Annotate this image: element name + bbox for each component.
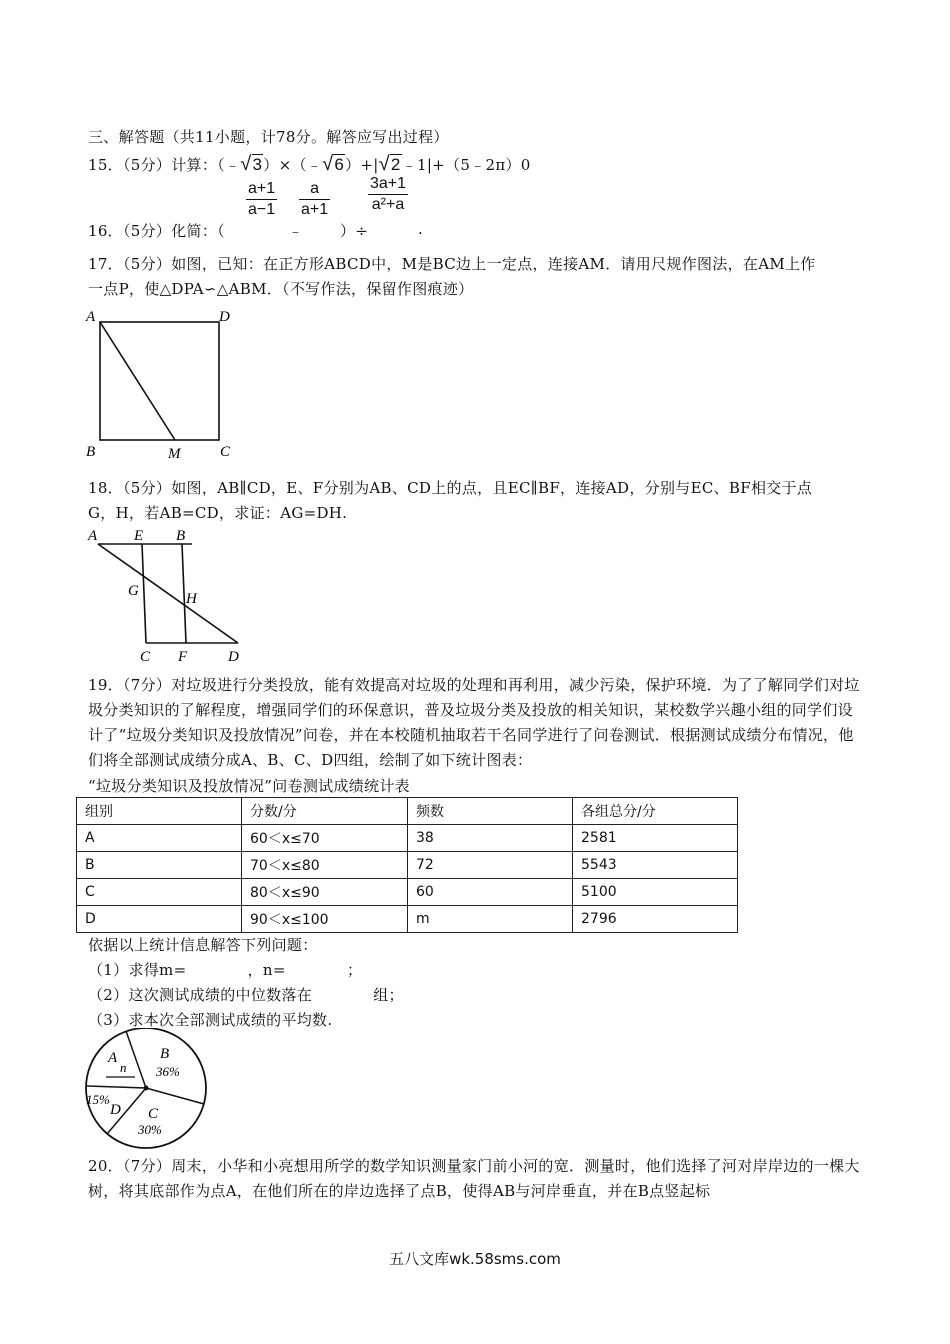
question-16 <box>88 220 225 241</box>
table-cell: 90＜x≤100 <box>242 906 408 933</box>
q16-fraction-3 <box>368 175 408 214</box>
q16-frac2-num: a <box>310 180 320 197</box>
table-cell: 60 <box>408 879 573 906</box>
table-cell: C <box>77 879 242 906</box>
section-title: 三、解答题（共11小题，计78分。解答应写出过程） <box>88 128 449 146</box>
q16-frac3-num: 3a+1 <box>370 175 407 192</box>
sqrt-icon: √ <box>378 153 390 175</box>
label-b: B <box>86 444 96 460</box>
q19-paragraph: 19．（7分）对垃圾进行分类投放，能有效提高对垃圾的处理和再利用，减少污染，保护环境．为了了解同学们对垃圾分类知识的了解程度，增强同学们的环保意识，普及垃圾分类及投放的相关知识，某校数学兴趣小组的同学们设计了“垃圾分类知识及投放情况”问卷，并在本校随机抽取若干名同学进行了问卷测试．根据测试成绩分布情况，他们将全部测试成绩分成A、B、C、D四组，绘制了如下统计图表： <box>88 676 860 769</box>
parallel-lines-figure <box>80 525 260 670</box>
pie-value-a: n <box>120 1060 127 1075</box>
q17-line-1: 17．（5分）如图，已知：在正方形ABCD中，M是BC边上一定点，连接AM．请用尺规作图法，在AM上作 <box>88 255 816 273</box>
table-cell: 5543 <box>573 852 738 879</box>
pie-label-a: A <box>108 1050 118 1066</box>
sqrt-icon: √ <box>240 153 252 175</box>
segment-ec <box>142 544 146 643</box>
table-cell: 5100 <box>573 879 738 906</box>
header-cell: 频数 <box>408 798 573 825</box>
score-pie-chart <box>80 1028 220 1153</box>
header-cell: 分数/分 <box>242 798 408 825</box>
pie-divider-ab <box>126 1031 146 1088</box>
q16-text: 16．（5分）化简：（ <box>88 222 225 240</box>
q18-line-2: G，H，若AB=CD，求证：AG=DH. <box>88 504 348 522</box>
label-a: A <box>88 528 98 544</box>
pie-value-d: 15% <box>86 1092 110 1107</box>
table-cell: B <box>77 852 242 879</box>
pie-divider-da <box>87 1086 146 1088</box>
label-h: H <box>186 591 197 607</box>
table-row <box>77 906 738 933</box>
q16-frac1-den: a−1 <box>248 201 276 218</box>
score-statistics-table <box>76 797 738 933</box>
table-cell: 80＜x≤90 <box>242 879 408 906</box>
label-f: F <box>178 649 188 665</box>
q16-minus: ﹣ <box>288 222 304 240</box>
q19-table-title: “垃圾分类知识及投放情况”问卷测试成绩统计表 <box>88 777 410 795</box>
question-15 <box>88 153 531 176</box>
q15-prefix: 15．（5分）计算：（﹣ <box>88 156 241 174</box>
header-cell: 各组总分/分 <box>573 798 738 825</box>
table-cell: 72 <box>408 852 573 879</box>
pie-label-b: B <box>160 1046 170 1062</box>
label-b: B <box>176 528 186 544</box>
q17-line-2: 一点P，使△DPA∽△ABM．（不写作法，保留作图痕迹） <box>88 280 474 298</box>
pie-value-b: 36% <box>156 1064 180 1079</box>
square-abcd-figure <box>80 305 260 465</box>
q18-line-1: 18．（5分）如图，AB∥CD，E、F分别为AB、CD上的点，且EC∥BF，连接AD，分别与EC、BF相交于点 <box>88 479 813 497</box>
label-d: D <box>228 649 239 665</box>
table-row <box>77 825 738 852</box>
q19-sub-3: （3）求本次全部测试成绩的平均数. <box>88 1011 333 1029</box>
q16-frac3-den: a²+a <box>371 196 405 213</box>
q15-radicand-2: 6 <box>334 155 345 174</box>
q19-sub-2: （2）这次测试成绩的中位数落在 组； <box>88 986 404 1004</box>
q16-frac1-num: a+1 <box>248 180 276 197</box>
pie-label-d: D <box>110 1102 121 1118</box>
pie-center <box>144 1086 149 1091</box>
table-cell: m <box>408 906 573 933</box>
q15-suffix: ﹣1|+（5﹣2π）0 <box>401 156 531 174</box>
table-cell: 38 <box>408 825 573 852</box>
header-cell: 组别 <box>77 798 242 825</box>
q20-paragraph: 20．（7分）周末，小华和小亮想用所学的数学知识测量家门前小河的宽．测量时，他们选择了河对岸岸边的一棵大树，将其底部作为点A，在他们所在的岸边选择了点B，使得AB与河岸垂直，并在B点竖起标 <box>88 1157 860 1200</box>
label-e: E <box>134 528 144 544</box>
table-cell: 2581 <box>573 825 738 852</box>
pie-value-c: 30% <box>138 1122 162 1137</box>
segment-ad <box>98 544 238 643</box>
table-cell: D <box>77 906 242 933</box>
label-g: G <box>128 583 139 599</box>
q15-mid-1: ）×（﹣ <box>263 156 323 174</box>
table-header-row <box>77 798 738 825</box>
table-cell: 60＜x≤70 <box>242 825 408 852</box>
q16-divide: ）÷ <box>340 222 369 240</box>
table-cell: 2796 <box>573 906 738 933</box>
table-row <box>77 879 738 906</box>
q15-radicand-3: 2 <box>390 155 401 174</box>
q16-fraction-2 <box>299 180 330 219</box>
label-m: M <box>168 446 181 462</box>
label-c: C <box>140 649 151 665</box>
table-row <box>77 852 738 879</box>
q19-intro: 依据以上统计信息解答下列问题： <box>88 936 318 954</box>
label-c: C <box>220 444 231 460</box>
pie-divider-bc <box>146 1088 204 1104</box>
q16-frac2-den: a+1 <box>301 201 329 218</box>
pie-label-c: C <box>148 1106 159 1122</box>
square-abcd <box>100 322 219 440</box>
sqrt-icon: √ <box>322 153 334 175</box>
label-d: D <box>219 309 230 325</box>
q16-fraction-1 <box>246 180 277 219</box>
q19-sub-1: （1）求得m= ，n= ； <box>88 961 363 979</box>
segment-am <box>100 322 175 440</box>
q16-end: . <box>418 220 424 238</box>
q15-radicand-1: 3 <box>252 155 263 174</box>
footer-watermark: 五八文库wk.58sms.com <box>389 1250 561 1268</box>
table-cell: A <box>77 825 242 852</box>
table-cell: 70＜x≤80 <box>242 852 408 879</box>
q15-mid-2: ）+| <box>345 156 379 174</box>
label-a: A <box>86 309 96 325</box>
